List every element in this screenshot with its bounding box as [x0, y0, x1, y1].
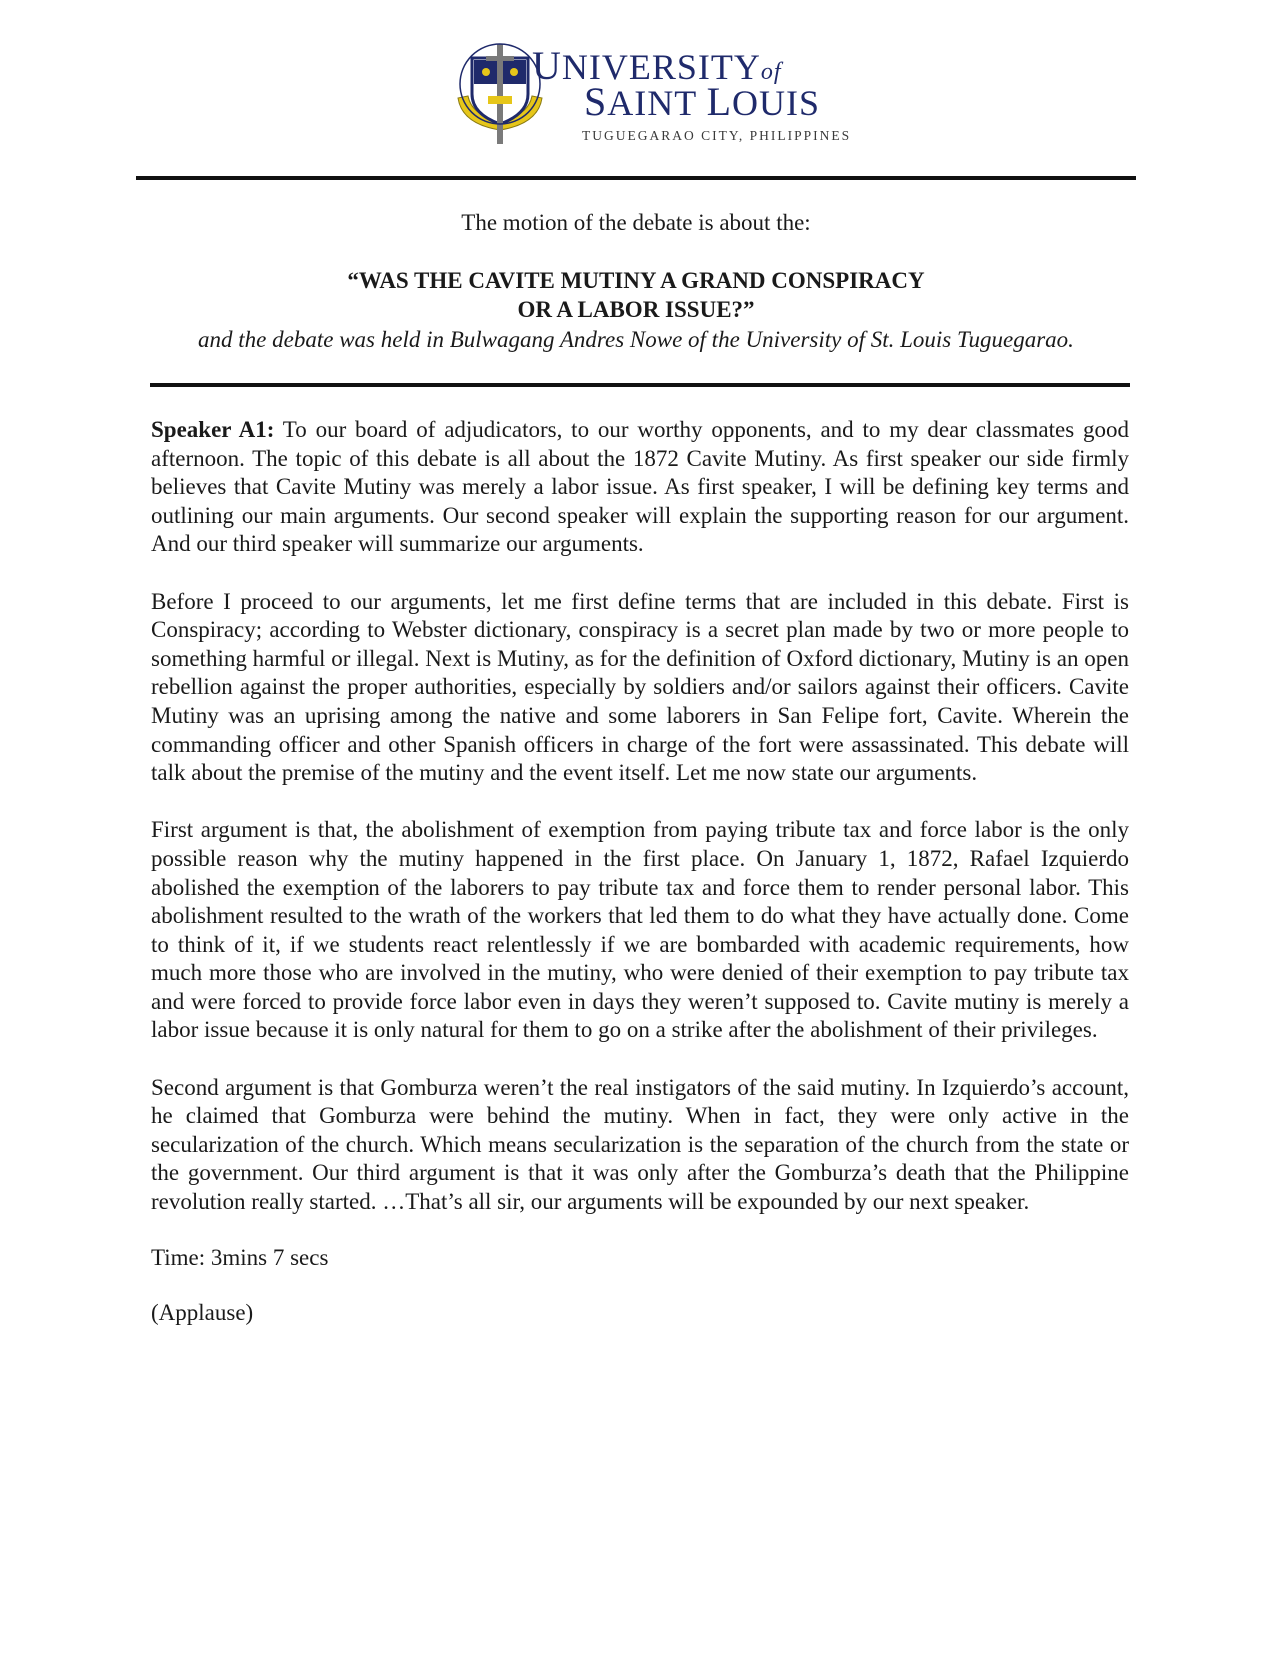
- letterhead: [0, 0, 1280, 175]
- paragraph-3: First argument is that, the abolishment of exemption from paying tribute tax and force labor is the only possible reason why the mutiny happened in the first place. On January 1, 1872, Rafael Izquierdo abolished the exemption of the laborers to pay tribute tax and force them to render personal labor. This abolishment resulted to the wrath of the workers that led them to do what they have actually done. Come to think of it, if we students react relentlessly if we are bombarded with academic requirements, how much more those who are involved in the mutiny, who were denied of their exemption to pay tribute tax and were forced to provide force labor even in days they weren’t supposed to. Cavite mutiny is merely a labor issue because it is only natural for them to go on a strike after the abolishment of their privileges.: [151, 817, 1129, 1043]
- motion-line-2: OR A LABOR ISSUE?”: [517, 297, 755, 322]
- university-name-line1: UNIVERSITYof: [532, 43, 782, 88]
- section-divider: [150, 383, 1130, 387]
- speaker-label: Speaker A1:: [151, 417, 275, 442]
- university-location: TUGUEGARAO CITY, PHILIPPINES: [582, 128, 852, 143]
- debate-motion: [136, 266, 1136, 324]
- applause-note: (Applause): [151, 1299, 254, 1325]
- university-name-line2: SAINT LOUIS: [584, 79, 821, 124]
- paragraph-1: Speaker A1: To our board of adjudicators, to our worthy opponents, and to my dear classmates good afternoon. The topic of this debate is all about the 1872 Cavite Mutiny. As first speaker our side firmly believes that Cavite Mutiny was merely a labor issue. As first speaker, I will be defining key terms and outlining our main arguments. Our second speaker will explain the supporting reason for our argument. And our third speaker will summarize our arguments.: [151, 417, 1129, 557]
- speech-time: Time: 3mins 7 secs: [151, 1244, 329, 1270]
- speech-transcript: [151, 416, 1129, 1355]
- motion-line-1: “WAS THE CAVITE MUTINY A GRAND CONSPIRACY: [347, 268, 925, 293]
- university-wordmark: [532, 43, 852, 150]
- header-divider: [136, 176, 1136, 180]
- debate-venue: and the debate was held in Bulwagang Andres Nowe of the University of St. Louis Tuguegarao.: [198, 327, 1074, 352]
- motion-intro: The motion of the debate is about the:: [461, 210, 811, 235]
- paragraph-2: Before I proceed to our arguments, let me first define terms that are included in this debate. First is Conspiracy; according to Webster dictionary, conspiracy is a secret plan made by two or more people to something harmful or illegal. Next is Mutiny, as for the definition of Oxford dictionary, Mutiny is an open rebellion against the proper authorities, especially by soldiers and/or sailors against their officers. Cavite Mutiny was an uprising among the native and some laborers in San Felipe fort, Cavite. Wherein the commanding officer and other Spanish officers in charge of the fort were assassinated. This debate will talk about the premise of the mutiny and the event itself. Let me now state our arguments.: [151, 588, 1129, 786]
- university-logo: [452, 38, 852, 150]
- paragraph-4: Second argument is that Gomburza weren’t the real instigators of the said mutiny. In Izquierdo’s account, he claimed that Gomburza were behind the mutiny. When in fact, they were only active in the secularization of the church. Which means secularization is the separation of the church from the state or the government. Our third argument is that it was only after the Gomburza’s death that the Philippine revolution really started. …That’s all sir, our arguments will be expounded by our next speaker.: [151, 1074, 1129, 1215]
